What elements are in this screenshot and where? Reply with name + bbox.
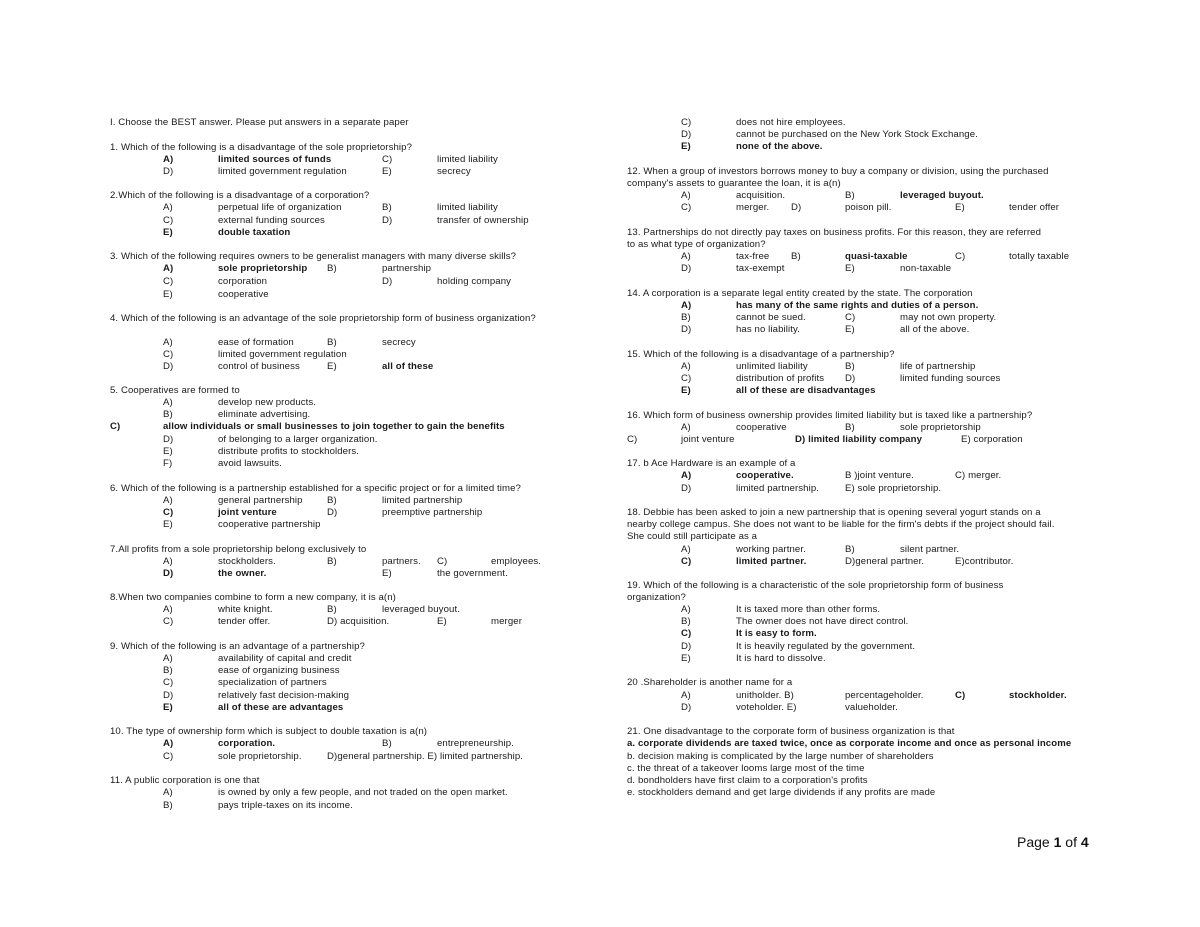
q6-option-c-letter: C) [163,507,174,518]
q5-option-c-letter: C) [110,421,121,432]
q8-option-d: D) acquisition. [327,616,390,627]
q14-option-e: all of the above. [900,324,970,335]
q19-option-a: It is taxed more than other forms. [736,604,881,615]
q18-option-c-letter: C) [681,556,692,567]
q5-option-b-letter: B) [163,409,173,420]
q9-option-c-letter: C) [163,677,174,688]
q6-option-d: preemptive partnership [382,507,483,518]
q7-option-a: stockholders. [218,556,276,567]
q21-option-c: c. the threat of a takeover looms large most of the time [627,763,865,774]
q1-option-c: limited liability [437,154,498,165]
q11-option-e-letter: E) [681,141,691,152]
q12-option-e: tender offer [1009,202,1060,213]
q4-option-c-letter: C) [163,349,174,360]
q18-option-c: limited partner. [736,556,807,567]
q5-option-d-letter: D) [163,434,174,445]
q13-option-c: totally taxable [1009,251,1070,262]
q21-option-b: b. decision making is complicated by the large number of shareholders [627,751,934,762]
q17-option-d: limited partnership. [736,483,820,494]
q15-option-a-letter: A) [681,361,691,372]
q15-option-c: distribution of profits [736,373,825,384]
q3-option-b: partnership [382,263,432,274]
q3-option-e-letter: E) [163,289,173,300]
q15-option-e: all of these are disadvantages [736,385,876,396]
q19-option-b: The owner does not have direct control. [736,616,909,627]
q4-option-a-letter: A) [163,337,173,348]
q1-option-e-letter: E) [382,166,392,177]
q2-option-d-letter: D) [382,215,393,226]
q4-option-d-letter: D) [163,361,174,372]
q15-stem: 15. Which of the following is a disadvantage of a partnership? [627,349,895,360]
q9-option-a-letter: A) [163,653,173,664]
q3-option-c-letter: C) [163,276,174,287]
q12-option-a: acquisition. [736,190,786,201]
q19-option-a-letter: A) [681,604,691,615]
q11-option-d-letter: D) [681,129,692,140]
q13-stem-line1: 13. Partnerships do not directly pay taxes on business profits. For this reason, they are referred [627,227,1042,238]
q11-option-d: cannot be purchased on the New York Stock Exchange. [736,129,978,140]
q8-option-c-letter: C) [163,616,174,627]
q4-stem: 4. Which of the following is an advantage of the sole proprietorship form of business organization? [110,313,536,324]
q9-option-a: availability of capital and credit [218,653,352,664]
q12-option-b-letter: B) [845,190,855,201]
q16-option-c: joint venture [681,434,735,445]
q16-option-d: D) limited liability company [795,434,923,445]
q2-option-a: perpetual life of organization [218,202,342,213]
q15-option-d: limited funding sources [900,373,1001,384]
q19-stem-line1: 19. Which of the following is a characteristic of the sole proprietorship form of business [627,580,1004,591]
q5-option-a: develop new products. [218,397,317,408]
q7-option-d-letter: D) [163,568,174,579]
q11-option-a: is owned by only a few people, and not traded on the open market. [218,787,508,798]
q8-option-c: tender offer. [218,616,271,627]
q21-option-a: a. corporate dividends are taxed twice, once as corporate income and once as personal income [627,738,1072,749]
q4-option-d: control of business [218,361,300,372]
q4-option-c: limited government regulation [218,349,347,360]
q4-option-e-letter: E) [327,361,337,372]
q18-option-b-letter: B) [845,544,855,555]
q5-option-c: allow individuals or small businesses to join together to gain the benefits [163,421,505,432]
q14-option-b: cannot be sued. [736,312,806,323]
q18-option-d: D)general partner. [845,556,925,567]
q16-option-b-letter: B) [845,422,855,433]
q3-option-d: holding company [437,276,512,287]
q14-option-b-letter: B) [681,312,691,323]
q18-stem-line2: nearby college campus. She does not want to be liable for the firm's debts if the project should fail. [627,519,1055,530]
q17-stem: 17. b Ace Hardware is an example of a [627,458,796,469]
q2-option-a-letter: A) [163,202,173,213]
q14-option-d-letter: D) [681,324,692,335]
q5-option-e-letter: E) [163,446,173,457]
q19-option-d: It is heavily regulated by the government. [736,641,916,652]
q13-option-d-letter: D) [681,263,692,274]
q16-option-e: E) corporation [961,434,1023,445]
q20-option-a-letter: A) [681,690,691,701]
q7-option-e-letter: E) [382,568,392,579]
q13-option-b-letter: B) [791,251,801,262]
q12-option-e-letter: E) [955,202,965,213]
q9-option-c: specialization of partners [218,677,327,688]
q14-stem: 14. A corporation is a separate legal entity created by the state. The corporation [627,288,973,299]
q13-option-a-letter: A) [681,251,691,262]
q10-option-a: corporation. [218,738,276,749]
q8-option-a: white knight. [218,604,273,615]
q20-option-d-e: voteholder. E) [736,702,797,713]
q20-option-c-letter: C) [955,690,966,701]
q3-option-d-letter: D) [382,276,393,287]
q2-option-b: limited liability [437,202,498,213]
q16-option-a-letter: A) [681,422,691,433]
q7-option-a-letter: A) [163,556,173,567]
q9-option-e-letter: E) [163,702,173,713]
q6-option-c: joint venture [218,507,277,518]
q16-option-a: cooperative [736,422,787,433]
q18-option-e: E)contributor. [955,556,1014,567]
q3-option-a: sole proprietorship [218,263,308,274]
q5-option-d: of belonging to a larger organization. [218,434,378,445]
q15-option-d-letter: D) [845,373,856,384]
q20-option-a-b: unitholder. B) [736,690,794,701]
q7-option-c: employees. [491,556,542,567]
q2-option-e-letter: E) [163,227,173,238]
q19-option-b-letter: B) [681,616,691,627]
q7-stem: 7.All profits from a sole proprietorship belong exclusively to [110,544,367,555]
q14-option-a: has many of the same rights and duties of a person. [736,300,979,311]
q15-option-b: life of partnership [900,361,976,372]
q16-option-b: sole proprietorship [900,422,981,433]
q13-option-c-letter: C) [955,251,966,262]
q11-option-c: does not hire employees. [736,117,846,128]
q19-option-c-letter: C) [681,628,692,639]
q7-option-b: partners. [382,556,421,567]
q18-stem-line3: She could still participate as a [627,531,758,542]
q12-option-c-letter: C) [681,202,692,213]
q13-stem-line2: to as what type of organization? [627,239,766,250]
q9-option-b-letter: B) [163,665,173,676]
q20-option-c: stockholder. [1009,690,1067,701]
q8-option-b-letter: B) [327,604,337,615]
q11-option-b-letter: B) [163,800,173,811]
q2-option-b-letter: B) [382,202,392,213]
q19-option-e-letter: E) [681,653,691,664]
q20-stem: 20 .Shareholder is another name for a [627,677,793,688]
q8-option-e: merger [491,616,522,627]
q19-option-c: It is easy to form. [736,628,817,639]
q13-option-d: tax-exempt [736,263,785,274]
q9-stem: 9. Which of the following is an advantage of a partnership? [110,641,365,652]
page-word: Page [1017,834,1050,850]
q12-stem-line2: company's assets to guarantee the loan, it is a(n) [627,178,841,189]
q19-option-e: It is hard to dissolve. [736,653,826,664]
q20-option-d-letter: D) [681,702,692,713]
q18-option-a-letter: A) [681,544,691,555]
q13-option-e: non-taxable [900,263,952,274]
q17-option-a: cooperative. [736,470,794,481]
q15-option-b-letter: B) [845,361,855,372]
page-number [1017,834,1089,850]
q6-option-a: general partnership [218,495,303,506]
q5-option-b: eliminate advertising. [218,409,311,420]
q16-option-c-letter: C) [627,434,638,445]
q6-option-b-letter: B) [327,495,337,506]
q11-stem: 11. A public corporation is one that [110,775,260,786]
q15-option-c-letter: C) [681,373,692,384]
q12-option-b: leveraged buyout. [900,190,984,201]
q13-option-a: tax-free [736,251,770,262]
q15-option-a: unlimited liability [736,361,808,372]
q9-option-b: ease of organizing business [218,665,340,676]
q21-stem: 21. One disadvantage to the corporate form of business organization is that [627,726,955,737]
q21-option-e: e. stockholders demand and get large dividends if any profits are made [627,787,936,798]
q5-stem: 5. Cooperatives are formed to [110,385,240,396]
page-total: 4 [1080,834,1089,850]
q10-option-d-e: D)general partnership. E) limited partnership. [327,751,524,762]
q7-option-d: the owner. [218,568,267,579]
q5-option-f-letter: F) [163,458,173,469]
q11-option-a-letter: A) [163,787,173,798]
q10-option-b-letter: B) [382,738,392,749]
page-current: 1 [1053,834,1062,850]
q8-option-b: leveraged buyout. [382,604,460,615]
q10-option-a-letter: A) [163,738,174,749]
q6-option-e: cooperative partnership [218,519,321,530]
q19-stem-line2: organization? [627,592,686,603]
q7-option-e: the government. [437,568,508,579]
q11-option-e: none of the above. [736,141,823,152]
q21-option-d: d. bondholders have first claim to a corporation's profits [627,775,868,786]
q14-option-c-letter: C) [845,312,856,323]
q3-option-a-letter: A) [163,263,174,274]
q2-option-d: transfer of ownership [437,215,529,226]
q6-option-d-letter: D) [327,507,338,518]
q6-option-a-letter: A) [163,495,173,506]
q17-option-c: C) merger. [955,470,1002,481]
q9-option-d-letter: D) [163,690,174,701]
q19-option-d-letter: D) [681,641,692,652]
q4-option-e: all of these [382,361,434,372]
q4-option-b-letter: B) [327,337,337,348]
q10-stem: 10. The type of ownership form which is subject to double taxation is a(n) [110,726,428,737]
q10-option-c-letter: C) [163,751,174,762]
q11-option-c-letter: C) [681,117,692,128]
q10-option-c: sole proprietorship. [218,751,302,762]
q5-option-e: distribute profits to stockholders. [218,446,360,457]
q9-option-d: relatively fast decision-making [218,690,350,701]
q18-stem-line1: 18. Debbie has been asked to join a new partnership that is opening several yogurt stands on a [627,507,1041,518]
q1-option-e: secrecy [437,166,471,177]
q14-option-e-letter: E) [845,324,855,335]
q14-option-d: has no liability. [736,324,800,335]
q1-option-d: limited government regulation [218,166,347,177]
q1-option-d-letter: D) [163,166,174,177]
q2-stem: 2.Which of the following is a disadvantage of a corporation? [110,190,370,201]
q17-option-a-letter: A) [681,470,692,481]
q12-stem-line1: 12. When a group of investors borrows money to buy a company or division, using the purchased [627,166,1049,177]
q7-option-c-letter: C) [437,556,448,567]
q14-option-c: may not own property. [900,312,997,323]
q6-stem: 6. Which of the following is a partnership established for a specific project or for a limited time? [110,483,521,494]
q13-option-b: quasi-taxable [845,251,908,262]
q12-option-a-letter: A) [681,190,691,201]
q8-option-e-letter: E) [437,616,447,627]
q1-option-c-letter: C) [382,154,393,165]
q4-option-b: secrecy [382,337,416,348]
q13-option-e-letter: E) [845,263,855,274]
q18-option-a: working partner. [736,544,806,555]
q4-option-a: ease of formation [218,337,294,348]
q1-option-a-letter: A) [163,154,174,165]
q16-stem: 16. Which form of business ownership provides limited liability but is taxed like a partnership? [627,410,1033,421]
q3-option-c: corporation [218,276,268,287]
q2-option-c-letter: C) [163,215,174,226]
q12-option-c: merger. [736,202,770,213]
q12-option-d: poison pill. [845,202,892,213]
of-word: of [1065,834,1077,850]
q14-option-a-letter: A) [681,300,692,311]
q9-option-e: all of these are advantages [218,702,344,713]
q10-option-b: entrepreneurship. [437,738,514,749]
q12-option-d-letter: D) [791,202,802,213]
q8-option-a-letter: A) [163,604,173,615]
q1-stem: 1. Which of the following is a disadvantage of the sole proprietorship? [110,142,413,153]
q5-option-a-letter: A) [163,397,173,408]
q15-option-e-letter: E) [681,385,691,396]
q7-option-b-letter: B) [327,556,337,567]
q3-stem: 3. Which of the following requires owners to be generalist managers with many diverse skills? [110,251,517,262]
q17-option-b: B )joint venture. [845,470,914,481]
q8-stem: 8.When two companies combine to form a new company, it is a(n) [110,592,396,603]
q20-option-e: valueholder. [845,702,898,713]
instructions-header: I. Choose the BEST answer. Please put answers in a separate paper [110,117,409,128]
q11-option-b: pays triple-taxes on its income. [218,800,353,811]
q18-option-b: silent partner. [900,544,960,555]
q17-option-e: E) sole proprietorship. [845,483,942,494]
q3-option-b-letter: B) [327,263,337,274]
q2-option-c: external funding sources [218,215,325,226]
q1-option-a: limited sources of funds [218,154,332,165]
q6-option-b: limited partnership [382,495,463,506]
q17-option-d-letter: D) [681,483,692,494]
q5-option-f: avoid lawsuits. [218,458,282,469]
q20-option-b: percentageholder. [845,690,924,701]
q6-option-e-letter: E) [163,519,173,530]
q2-option-e: double taxation [218,227,291,238]
q3-option-e: cooperative [218,289,269,300]
